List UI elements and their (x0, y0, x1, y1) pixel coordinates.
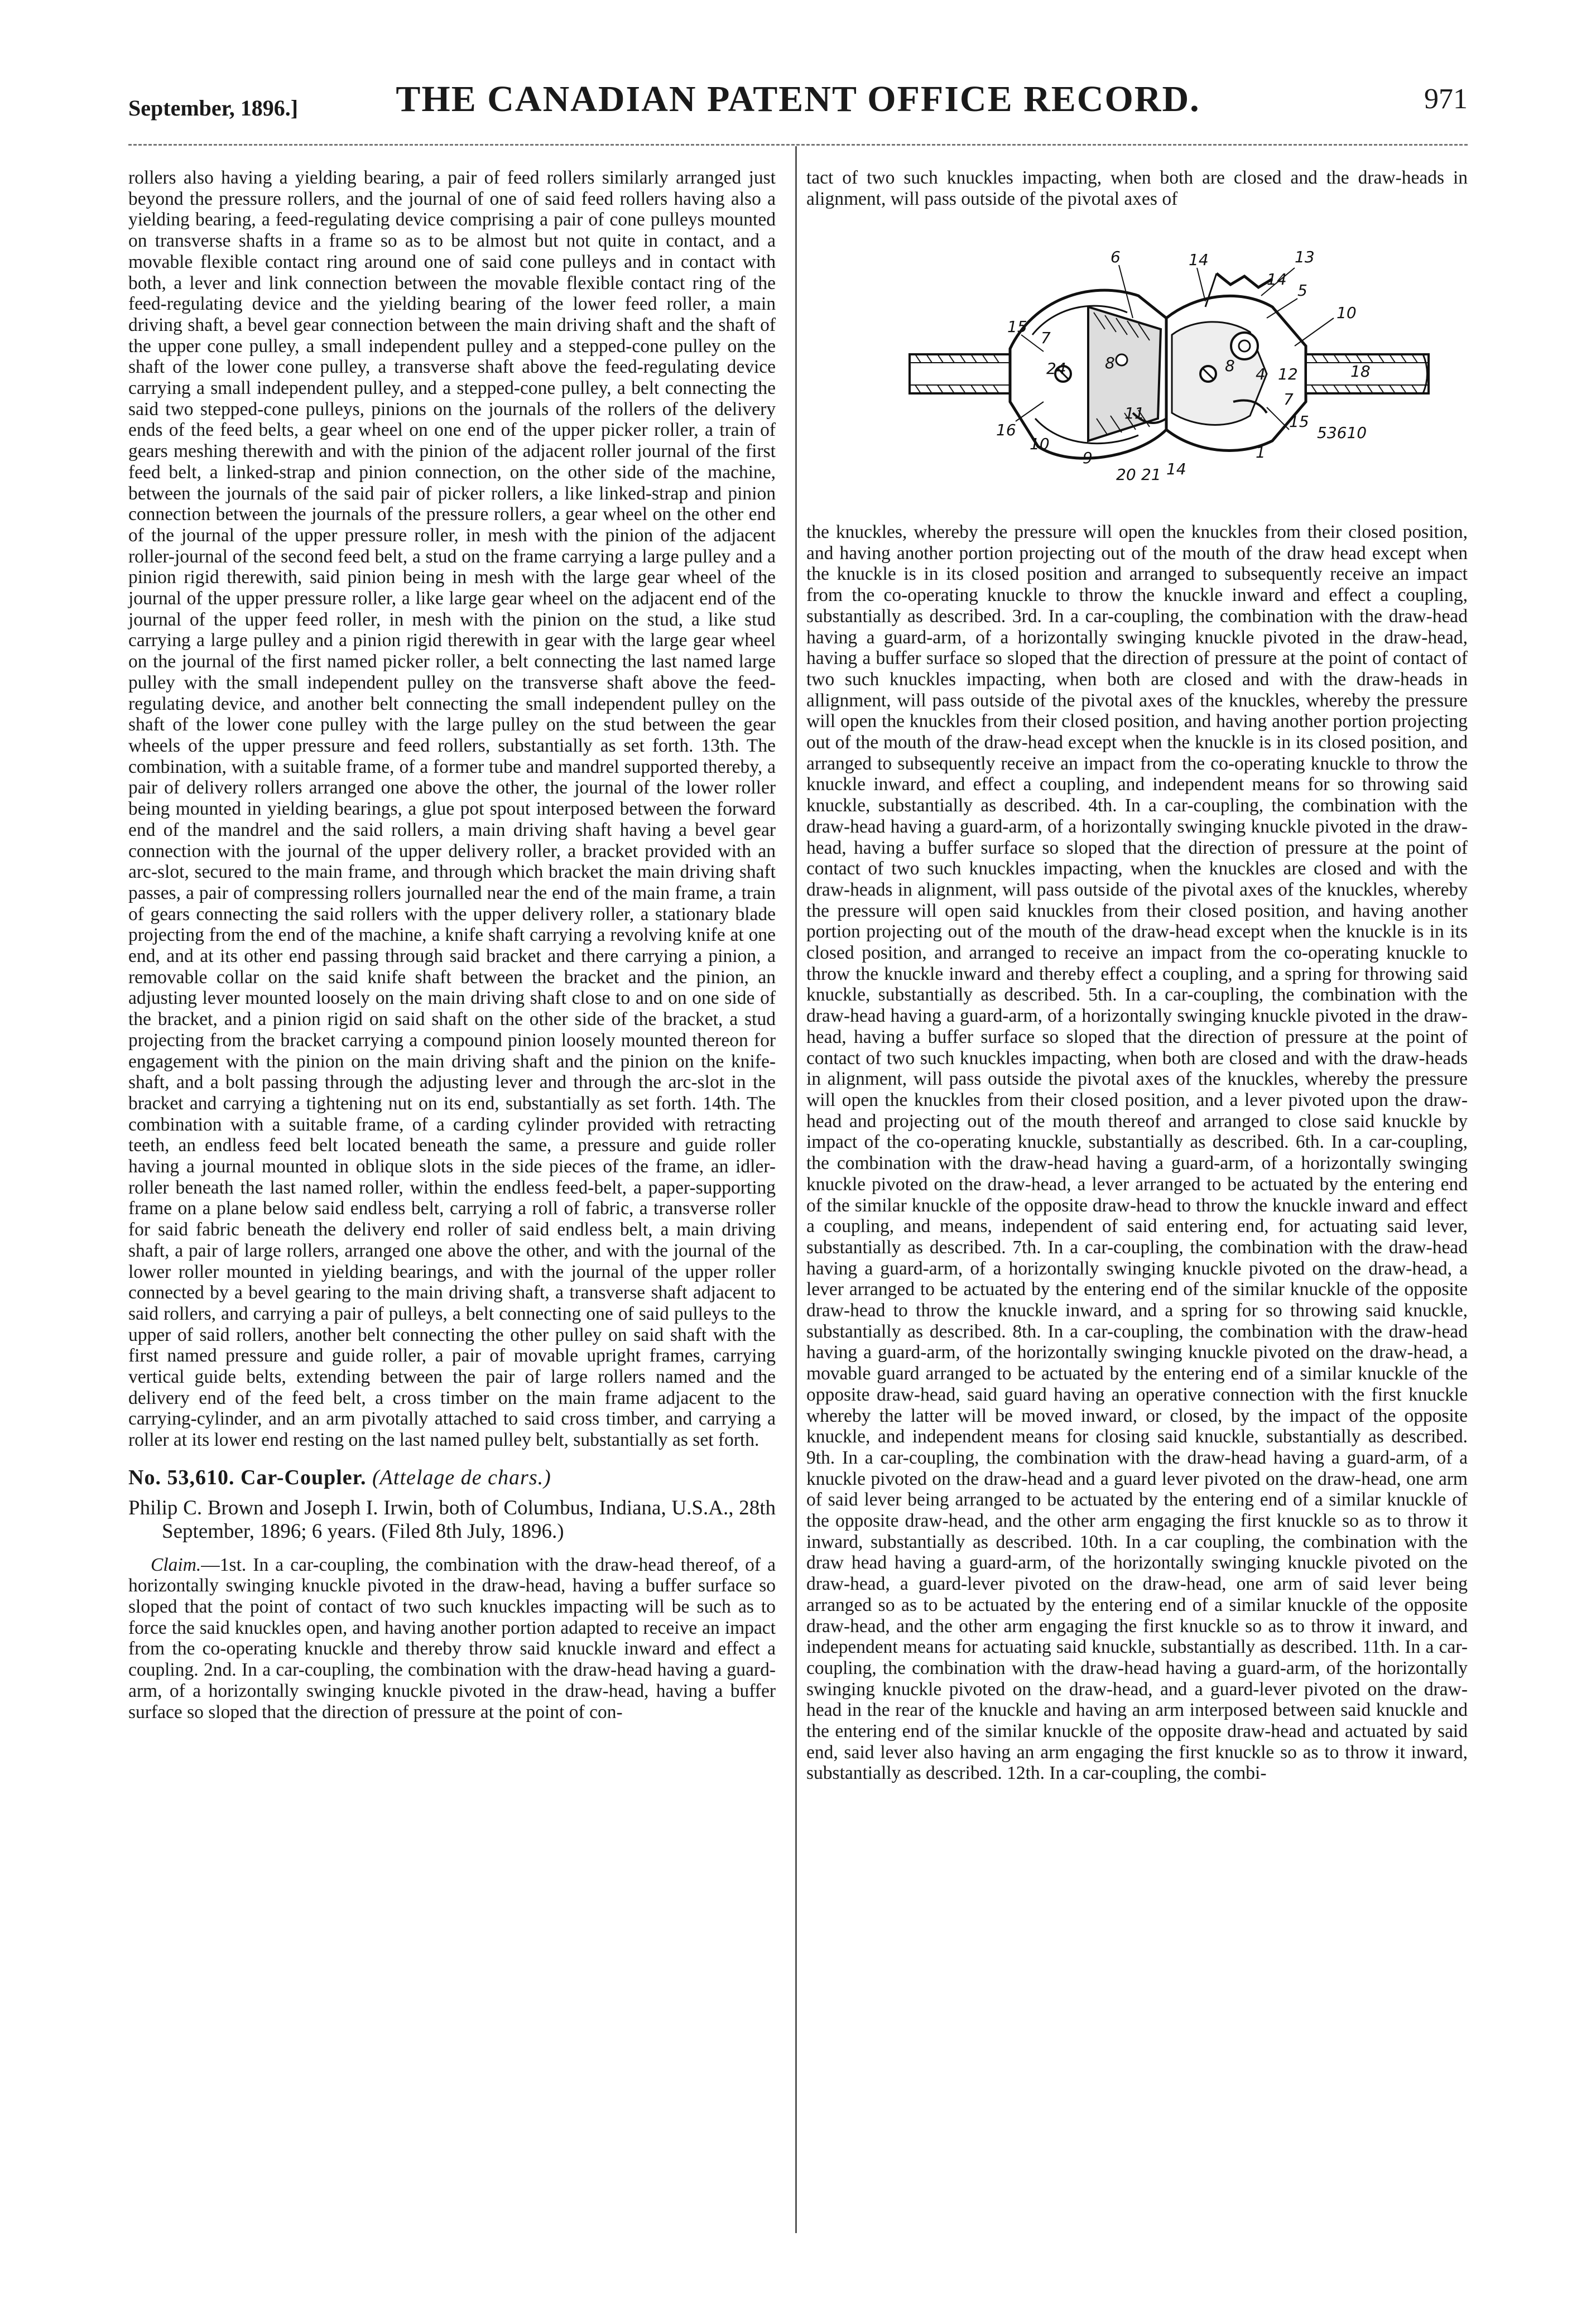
right-column-bottom (806, 522, 1468, 1784)
right-column-claims-text: the knuckles, whereby the pressure will open the knuckles from their closed position, and having another portion projecting out of the mouth of the draw head except when the knuckle is in its closed position and arranged to subsequently receive an impact from the co-operating knuckle to throw the knuckle inward and effect a coupling, substantially as described. 3rd. In a car-coupling, the combination with the draw-head having a guard-arm, of a horizontally swinging knuckle pivoted in the draw-head, having a buffer surface so sloped that the direction of pressure at the point of contact of two such knuckles impacting, when both are closed and with the draw-heads in allignment, will pass outside of the pivotal axes of the knuckles, whereby the pressure will open the knuckles from their closed position, and having another portion projecting out of the mouth of the draw-head except when the knuckle is in its closed position, and arranged to subsequently receive an impact from the co-operating knuckle to throw the knuckle inward, and effect a coupling, and independent means for so throwing said knuckle, substantially as described. 4th. In a car-coupling, the combination with the draw-head having a guard-arm, of a horizontally swinging knuckle pivoted in the draw-head, having a buffer surface so sloped that the direction of pressure at the point of contact of two such knuckles impacting, when the knuckles are closed and with the draw-heads in alignment, will pass outside of the pivotal axes of the knuckles, whereby the pressure will open said knuckles from their closed position, and having another portion projecting out of the mouth of the draw-head except when the knuckle is in its closed position, and arranged to receive an impact from the co-operating knuckle to throw the knuckle inward and thereby effect a coupling, and a spring for throwing said knuckle, substantially as described. 5th. In a car-coupling, the combination with the draw-head having a guard-arm, of a horizontally swinging knuckle pivoted in the draw-head, having a buffer surface so sloped that the direction of pressure at the point of contact of two such knuckles impacting, when both are closed and with the draw-heads in alignment, will pass outside the pivotal axes of the knuckles, whereby the pressure will open the knuckles from their closed position, and a lever pivoted upon the draw-head and projecting out of the mouth thereof and arranged to close said knuckle by impact of the co-operating knuckle, substantially as described. 6th. In a car-coupling, the combination with the draw-head having a guard-arm, of a horizontally swinging knuckle pivoted on the draw-head, a lever arranged to be actuated by the entering end of the similar knuckle of the opposite draw-head to throw the knuckle inward and effect a coupling, and means, independent of said entering end, for actuating said lever, substantially as described. 7th. In a car-coupling, the combination with the draw-head having a guard-arm, of a horizontally swinging knuckle pivoted on the draw-head, a lever arranged to be actuated by the entering end of the similar knuckle of the opposite draw-head to throw the knuckle inward, and a spring for so throwing said knuckle, substantially as described. 8th. In a car-coupling, the combination with the draw-head having a guard-arm, of the horizontally swinging knuckle pivoted on the draw-head, a movable guard arranged to be actuated by the entering end of a similar knuckle of the opposite draw-head, said guard having an operative connection with the first knuckle whereby the latter will be moved inward, or closed, by the impact of the opposite knuckle, and independent means for closing said knuckle, substantially as described. 9th. In a car-coupling, the combination with the draw-head having a guard-arm, of a knuckle pivoted on the draw-head and a guard lever pivoted on the draw-head, one arm of said lever being arranged to be actuated by the entering end of a similar knuckle of the opposite draw-head, and the other arm engaging the first knuckle so as to throw it inward, substantially as described. 10th. In a car coupling, the combination with the draw head having a guard-arm, of the horizontally swinging knuckle pivoted on the draw-head, a guard-lever pivoted on the draw-head, one arm of said lever being arranged so as to be actuated by the entering end of a similar knuckle of the opposite draw-head, and the other arm engaging the first knuckle so as to throw it inward, and independent means for actuating said knuckle, substantially as described. 11th. In a car-coupling, the combination with the draw-head having a guard-arm, of the horizontally swinging knuckle pivoted on the draw-head, and a guard-lever pivoted on the draw-head in the rear of the knuckle and having an arm interposed between said knuckle and the entering end of the similar knuckle of the opposite draw-head and actuated by said end, said lever also having an arm engaging the first knuckle so as to throw it inward, substantially as described. 12th. In a car-coupling, the combi- (806, 522, 1468, 1784)
patent-claims (128, 1555, 776, 1723)
car-coupler-svg (904, 234, 1434, 513)
fig-label: 7 (1283, 390, 1294, 408)
fig-label: 13 (1295, 248, 1315, 266)
fig-label: 14 (1189, 251, 1209, 269)
fig-label: 8 (1225, 357, 1235, 375)
header-date: September, 1896.] (128, 95, 299, 121)
left-coupler-housing (1010, 290, 1166, 458)
fig-label: 10 (1337, 304, 1357, 322)
fig-label: 20 (1116, 465, 1136, 484)
claim-label: Claim. (151, 1554, 201, 1575)
release-chain (1217, 273, 1272, 287)
fig-label: 53610 (1317, 424, 1367, 442)
fig-label: 5 (1297, 281, 1307, 300)
fig-label: 10 (1030, 435, 1050, 453)
fig-label: 15 (1007, 317, 1027, 336)
fig-label: 21 (1141, 465, 1161, 484)
patent-title: Car-Coupler. (240, 1465, 367, 1489)
fig-label: 15 (1289, 412, 1309, 431)
left-drawhead (910, 354, 1010, 393)
right-column-top (806, 167, 1468, 209)
page-number: 971 (1424, 83, 1468, 115)
page-header (128, 78, 1468, 128)
continued-claims-text: rollers also having a yielding bearing, a pair of feed rollers similarly arranged just beyond the pressure rollers, and the journal of one of said feed rollers having also a yielding bearing, a feed-regulating device comprising a pair of cone pulleys mounted on transverse shafts in a frame so as to be almost but not quite in contact, and a movable flexible contact ring around one of said cone pulleys and in contact with both, a lever and link connection between the movable flexible contact ring of the feed-regulating device and the yielding bearing of the lower feed roller, a main driving shaft, a bevel gear connection between the main driving shaft and the shaft of the upper cone pulley, a small independent pulley and a stepped-cone pulley on the shaft of the lower cone pulley, a transverse shaft above the feed-regulating device carrying a small independent pulley, and a stepped-cone pulley, a belt connecting the said two stepped-cone pulleys, pinions on the journals of the rollers of the delivery ends of the feed belts, a gear wheel on one end of the upper picker roller, a train of gears meshing therewith and with the pinion of the adjacent roller journal of the first feed belt, a linked-strap and pinion connection, on the other side of the machine, between the journals of the said pair of picker rollers, a like linked-strap and pinion connection between the journals of the pressure rollers, a gear wheel on the other end of the journal of the upper pressure roller, in mesh with the pinion of the adjacent roller-journal of the second feed belt, a stud on the frame carrying a large pulley and a pinion rigid therewith, said pinion being in mesh with the large gear wheel of the journal of the upper pressure roller, a like large gear wheel on the adjacent end of the journal of the upper feed roller, in mesh with the pinion on the stud, a like stud carrying a large pulley and a pinion rigid therewith in gear with the large gear wheel on the journal of the first named picker roller, a belt connecting the last named large pulley with the small independent pulley on the transverse shaft above the feed-regulating device, and another belt connecting the small independent pulley on the shaft of the lower cone pulley with the large pulley on the stud between the gear wheels of the upper pressure and feed rollers, substantially as set forth. 13th. The combination, with a suitable frame, of a former tube and mandrel supported thereby, a pair of delivery rollers arranged one above the other, the journal of the lower roller being mounted in yielding bearings, a glue pot spout interposed between the forward end of the mandrel and the said rollers, a main driving shaft having a bevel gear connection with the journal of the upper delivery roller, a bracket provided with an arc-slot, secured to the main frame, and through which bracket the main driving shaft passes, a pair of compressing rollers journalled near the end of the main frame, a train of gears connecting the said rollers with the upper delivery roller, a stationary blade projecting from the end of the machine, a knife shaft carrying a revolving knife at one end, and at its other end passing through said bracket and there carrying a pinion, a removable collar on the said knife shaft between the bracket and the pinion, an adjusting lever mounted loosely on the main driving shaft close to and on one side of the bracket, and a pinion rigid on said shaft on the other side of the bracket, a stud projecting from the bracket carrying a compound pinion loosely mounted thereon for engagement with the pinion on the main driving shaft and the pinion on the knife-shaft, and a bolt passing through the adjusting lever and through the arc-slot in the bracket and carrying a tightening nut on its end, substantially as set forth. 14th. The combination with a suitable frame, of a carding cylinder provided with retracting teeth, an endless feed belt located beneath the same, a pressure and guide roller having a journal mounted in oblique slots in the side pieces of the frame, an idler-roller beneath the last named roller, within the endless feed-belt, a paper-supporting frame on a plane below said endless belt, carrying a roll of fabric, a transverse roller for said fabric beneath the delivery end roller of said endless belt, a main driving shaft, a pair of large rollers, arranged one above the other, and with the journal of the lower roller mounted in yielding bearings, and with the journal of the upper roller connected by a bevel gearing to the main driving shaft, a transverse shaft adjacent to said rollers, and carrying a pair of pulleys, a belt connecting one of said pulleys to the upper of said rollers, another belt connecting the other pulley on said shaft with the first named pressure and guide roller, a pair of movable upright frames, carrying vertical guide belts, extending between the pair of large rollers named and the delivery end of the feed belt, a cross timber on the main frame adjacent to the carrying-cylinder, and an arm pivotally attached to said cross timber, and carrying a roller at its lower end resting on the last named pulley belt, substantially as set forth. (128, 167, 776, 1451)
fig-label: 9 (1083, 449, 1093, 467)
right-column-top-text: tact of two such knuckles impacting, when both are closed and the draw-heads in alignment, will pass outside of the pivotal axes of (806, 167, 1468, 209)
fig-label: 1 (1256, 443, 1266, 461)
claim-text: —1st. In a car-coupling, the combination with the draw-head thereof, of a horizontally swinging knuckle pivoted in the draw-head, having a buffer surface so sloped that the point of contact of two such knuckles impacting will be such as to force the said knuckles open, and having another portion adapted to receive an impact from the co-operating knuckle and thereby throw said knuckle inward and effect a coupling. 2nd. In a car-coupling, the combination with the draw-head having a guard-arm, of a horizontally swinging knuckle pivoted in the draw-head, having a buffer surface so sloped that the direction of pressure at the point of con- (128, 1554, 776, 1723)
patent-entry (128, 1465, 776, 1723)
fig-label: 14 (1166, 460, 1186, 478)
fig-label: 12 (1278, 365, 1298, 383)
car-coupler-drawing (904, 234, 1434, 513)
fig-label: 11 (1124, 404, 1145, 422)
fig-label: 18 (1350, 362, 1371, 381)
left-column (128, 167, 776, 1723)
fig-label: 7 (1041, 329, 1051, 347)
patent-number: No. 53,610. (128, 1465, 235, 1489)
header-rule (128, 144, 1468, 146)
fig-label: 14 (1267, 270, 1287, 288)
fig-label: 6 (1111, 248, 1121, 266)
patent-inventors: Philip C. Brown and Joseph I. Irwin, both of Columbus, Indiana, U.S.A., 28th September, 1896; 6 years. (Filed 8th July, 1896.) (128, 1496, 776, 1543)
fig-label: 4 (1256, 365, 1266, 383)
column-divider (795, 146, 797, 2233)
patent-title-french: (Attelage de chars.) (372, 1465, 551, 1489)
fig-label: 16 (996, 421, 1016, 439)
publication-title: THE CANADIAN PATENT OFFICE RECORD. (396, 79, 1200, 119)
patent-heading (128, 1465, 776, 1489)
fig-label: 24 (1046, 359, 1066, 378)
fig-label: 8 (1105, 354, 1115, 372)
